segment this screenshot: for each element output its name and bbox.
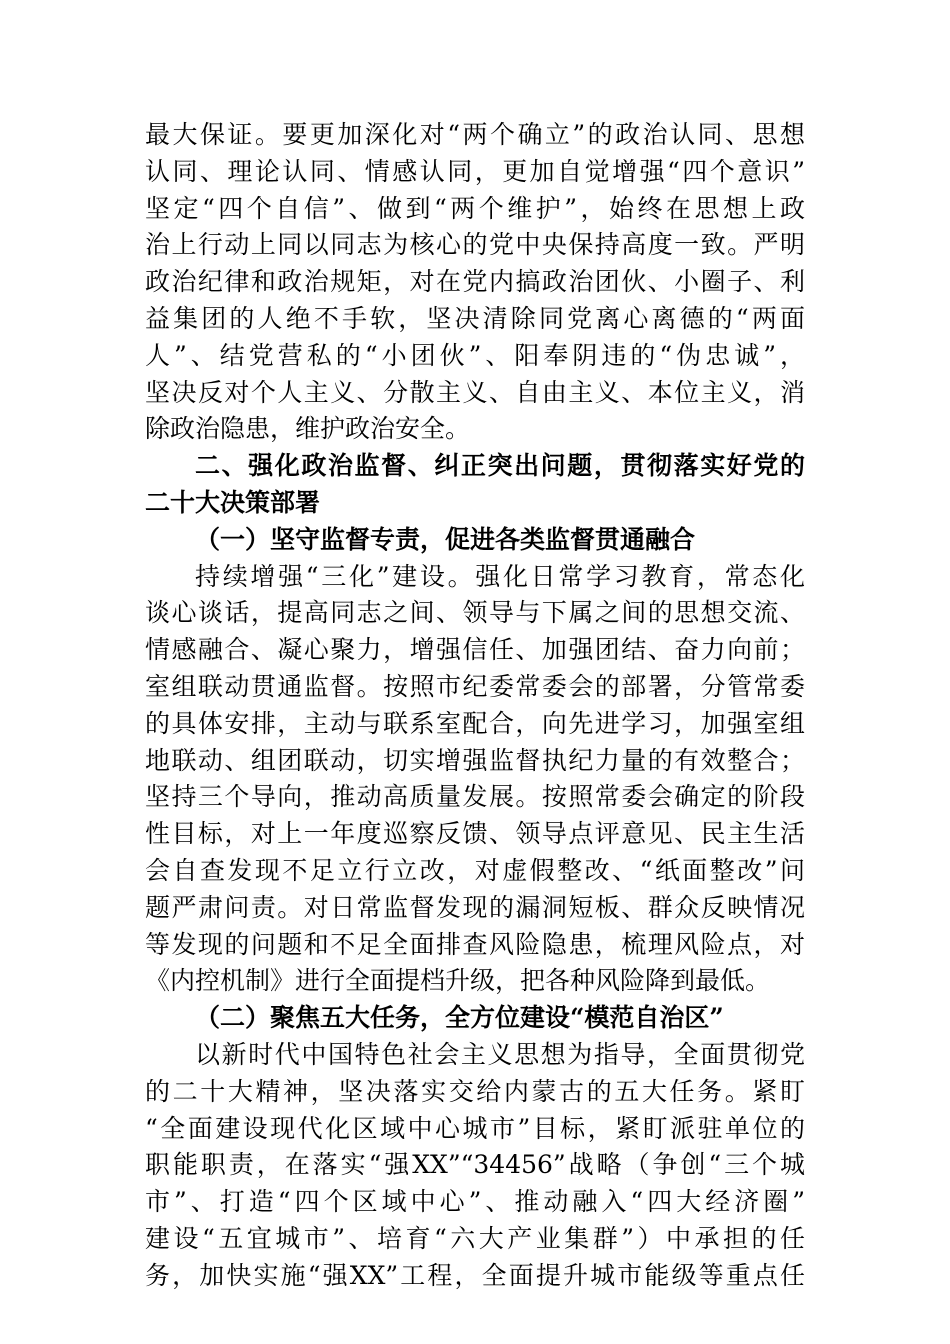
document-page [145, 117, 805, 1295]
subheading-line: （二）聚焦五大任务，全方位建设“模范自治区” [195, 1003, 724, 1033]
text-line: 《内控机制》进行全面提档升级，把各种风险降到最低。 [145, 966, 771, 996]
text-line: 室组联动贯通监督。按照市纪委常委会的部署，分管常委 [145, 671, 805, 701]
text-line: 情感融合、凝心聚力，增强信任、加强团结、奋力向前； [145, 635, 805, 665]
body-paragraph [145, 1037, 805, 1295]
text-line: 益集团的人绝不手软，坚决清除同党离心离德的“两面 [145, 303, 805, 333]
text-line: 建设“五宜城市”、培育“六大产业集群”）中承担的任 [145, 1223, 805, 1253]
text-line: 性目标，对上一年度巡察反馈、领导点评意见、民主生活 [145, 819, 805, 849]
text-line: 地联动、组团联动，切实增强监督执纪力量的有效整合； [145, 745, 805, 775]
text-line: 坚定“四个自信”、做到“两个维护”，始终在思想上政 [145, 193, 805, 223]
text-line: 会自查发现不足立行立改，对虚假整改、“纸面整改”问 [145, 855, 805, 885]
text-line: 坚持三个导向，推动高质量发展。按照常委会确定的阶段 [145, 782, 805, 812]
body-paragraph [145, 559, 805, 1001]
body-paragraph [145, 117, 805, 448]
subsection-heading [145, 1000, 805, 1037]
text-line: 治上行动上同以同志为核心的党中央保持高度一致。严明 [145, 230, 805, 260]
text-line: 认同、理论认同、情感认同，更加自觉增强“四个意识” [145, 156, 805, 186]
text-line: 题严肃问责。对日常监督发现的漏洞短板、群众反映情况 [145, 892, 805, 922]
text-line: 务，加快实施“强XX”工程，全面提升城市能级等重点任 [145, 1260, 805, 1290]
subsection-heading [145, 522, 805, 559]
text-line: 职能职责，在落实“强XX”“34456”战略（争创“三个城 [145, 1150, 805, 1180]
text-line: 持续增强“三化”建设。强化日常学习教育，常态化 [195, 561, 805, 591]
text-line: 等发现的问题和不足全面排查风险隐患，梳理风险点，对 [145, 929, 805, 959]
subheading-line: （一）坚守监督专责，促进各类监督贯通融合 [195, 524, 696, 554]
text-line: 市”、打造“四个区域中心”、推动融入“四大经济圈” [145, 1187, 805, 1217]
heading-line: 二、强化政治监督、纠正突出问题，贯彻落实好党的 [195, 451, 805, 481]
heading-line: 二十大决策部署 [145, 487, 321, 517]
text-line: 政治纪律和政治规矩，对在党内搞政治团伙、小圈子、利 [145, 267, 805, 297]
text-line: 人”、结党营私的“小团伙”、阳奉阴违的“伪忠诚”， [145, 340, 805, 370]
text-line: 以新时代中国特色社会主义思想为指导，全面贯彻党 [195, 1039, 805, 1069]
text-line: 的具体安排，主动与联系室配合，向先进学习，加强室组 [145, 708, 805, 738]
section-heading [145, 448, 805, 522]
text-line: 除政治隐患，维护政治安全。 [145, 414, 471, 444]
text-line: 的二十大精神，坚决落实交给内蒙古的五大任务。紧盯 [145, 1076, 805, 1106]
text-line: “全面建设现代化区域中心城市”目标，紧盯派驻单位的 [145, 1113, 805, 1143]
text-line: 谈心谈话，提高同志之间、领导与下属之间的思想交流、 [145, 598, 805, 628]
text-line: 坚决反对个人主义、分散主义、自由主义、本位主义，消 [145, 377, 805, 407]
text-line: 最大保证。要更加深化对“两个确立”的政治认同、思想 [145, 120, 805, 149]
